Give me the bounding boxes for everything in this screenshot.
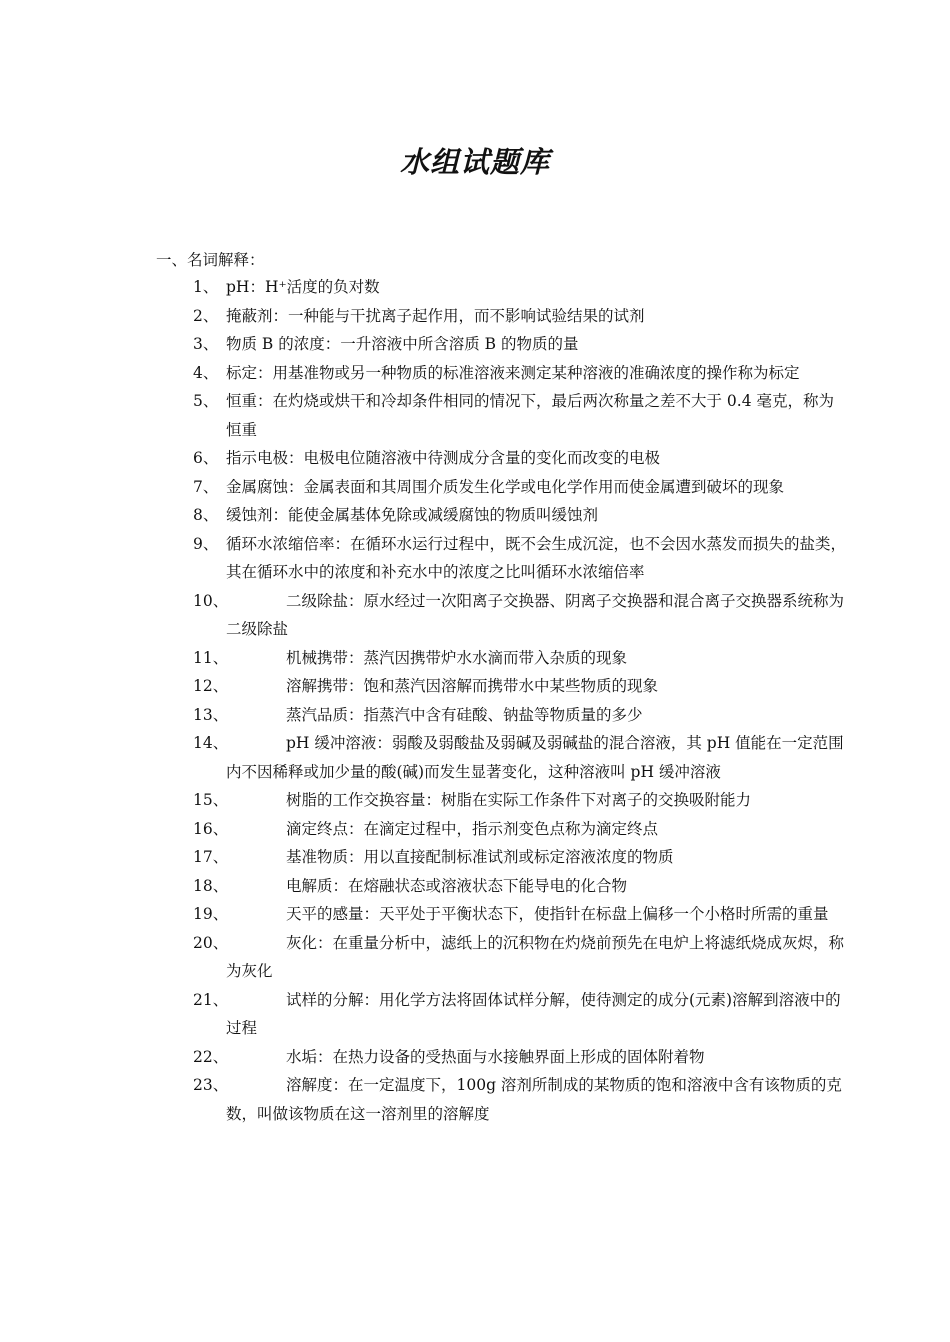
- list-item: [0, 843, 950, 872]
- item-number: 18、: [193, 876, 229, 895]
- list-item: [0, 900, 950, 929]
- list-item: [0, 644, 950, 673]
- list-item: [0, 273, 950, 302]
- list-item: [0, 786, 950, 815]
- list-item: [0, 302, 950, 331]
- list-item: [0, 330, 950, 359]
- list-item: [0, 672, 950, 701]
- item-text: 金属腐蚀：金属表面和其周围介质发生化学或电化学作用而使金属遭到破坏的现象: [226, 477, 785, 496]
- item-text: pH 缓冲溶液：弱酸及弱酸盐及弱碱及弱碱盐的混合溶液，其 pH 值能在一定范围内不因稀释或加少量的酸(碱)而发生显著变化，这种溶液叫 pH 缓冲溶液: [226, 734, 844, 781]
- item-text: 滴定终点：在滴定过程中，指示剂变色点称为滴定终点: [286, 819, 659, 838]
- item-text: 基准物质：用以直接配制标准试剂或标定溶液浓度的物质: [286, 848, 674, 866]
- item-text: 电解质：在熔融状态或溶液状态下能导电的化合物: [286, 876, 628, 895]
- item-number: 2、: [193, 306, 219, 325]
- item-number: 19、: [193, 905, 229, 923]
- item-number: 16、: [193, 819, 229, 838]
- list-item: [0, 1071, 950, 1128]
- item-text: 机械携带：蒸汽因携带炉水水滴而带入杂质的现象: [286, 648, 628, 667]
- item-number: 23、: [193, 1076, 229, 1094]
- list-item: [0, 872, 950, 901]
- list-item: [0, 359, 950, 388]
- item-number: 5、: [193, 392, 219, 410]
- item-text: pH：H⁺活度的负对数: [226, 278, 380, 296]
- list-item: [0, 444, 950, 473]
- item-number: 3、: [193, 335, 219, 353]
- list-item: [0, 986, 950, 1043]
- list-item: [0, 701, 950, 730]
- list-item: [0, 501, 950, 530]
- section-heading: 一、名词解释：: [156, 251, 265, 269]
- item-text: 蒸汽品质：指蒸汽中含有硅酸、钠盐等物质量的多少: [286, 705, 643, 724]
- list-item: [0, 815, 950, 844]
- list-item: [0, 729, 950, 786]
- item-number: 17、: [193, 848, 229, 866]
- item-number: 1、: [193, 278, 219, 296]
- item-text: 溶解携带：饱和蒸汽因溶解而携带水中某些物质的现象: [286, 677, 659, 695]
- item-number: 14、: [193, 734, 229, 752]
- item-text: 掩蔽剂：一种能与干扰离子起作用，而不影响试验结果的试剂: [226, 306, 645, 325]
- item-number: 10、: [193, 591, 229, 610]
- item-text: 物质 B 的浓度：一升溶液中所含溶质 B 的物质的量: [226, 335, 579, 353]
- list-item: [0, 473, 950, 502]
- item-text: 二级除盐：原水经过一次阳离子交换器、阴离子交换器和混合离子交换器系统称为二级除盐: [226, 591, 845, 638]
- item-number: 13、: [193, 705, 229, 724]
- item-number: 22、: [193, 1047, 229, 1066]
- item-number: 20、: [193, 933, 229, 952]
- item-text: 标定：用基准物或另一种物质的标准溶液来测定某种溶液的准确浓度的操作称为标定: [226, 363, 800, 382]
- item-number: 21、: [193, 990, 229, 1009]
- list-item: [0, 929, 950, 986]
- page-title: 水组试题库: [399, 145, 550, 179]
- item-number: 9、: [193, 534, 219, 553]
- item-text: 缓蚀剂：能使金属基体免除或减缓腐蚀的物质叫缓蚀剂: [226, 506, 599, 524]
- item-number: 8、: [193, 506, 219, 524]
- list-item: [0, 1043, 950, 1072]
- item-number: 7、: [193, 477, 219, 496]
- item-number: 12、: [193, 677, 229, 695]
- item-number: 11、: [193, 648, 229, 667]
- definition-list: [0, 273, 950, 1128]
- item-text: 天平的感量：天平处于平衡状态下，使指针在标盘上偏移一个小格时所需的重量: [286, 905, 829, 923]
- item-number: 15、: [193, 791, 229, 809]
- list-item: [0, 530, 950, 587]
- item-text: 灰化：在重量分析中，滤纸上的沉积物在灼烧前预先在电炉上将滤纸烧成灰烬，称为灰化: [226, 933, 845, 980]
- item-text: 水垢：在热力设备的受热面与水接触界面上形成的固体附着物: [286, 1047, 705, 1066]
- item-text: 指示电极：电极电位随溶液中待测成分含量的变化而改变的电极: [226, 449, 661, 467]
- item-text: 循环水浓缩倍率：在循环水运行过程中，既不会生成沉淀，也不会因水蒸发而损失的盐类，其在循环水中的浓度和补充水中的浓度之比叫循环水浓缩倍率: [226, 534, 847, 581]
- list-item: [0, 387, 950, 444]
- item-number: 4、: [193, 363, 219, 382]
- list-item: [0, 587, 950, 644]
- item-text: 恒重：在灼烧或烘干和冷却条件相同的情况下，最后两次称量之差不大于 0.4 毫克，称为恒重: [226, 392, 835, 439]
- item-text: 树脂的工作交换容量：树脂在实际工作条件下对离子的交换吸附能力: [286, 791, 752, 809]
- item-text: 试样的分解：用化学方法将固体试样分解，使待测定的成分(元素)溶解到溶液中的过程: [226, 990, 841, 1037]
- item-text: 溶解度：在一定温度下，100g 溶剂所制成的某物质的饱和溶液中含有该物质的克数，叫做该物质在这一溶剂里的溶解度: [226, 1076, 842, 1123]
- item-number: 6、: [193, 449, 219, 467]
